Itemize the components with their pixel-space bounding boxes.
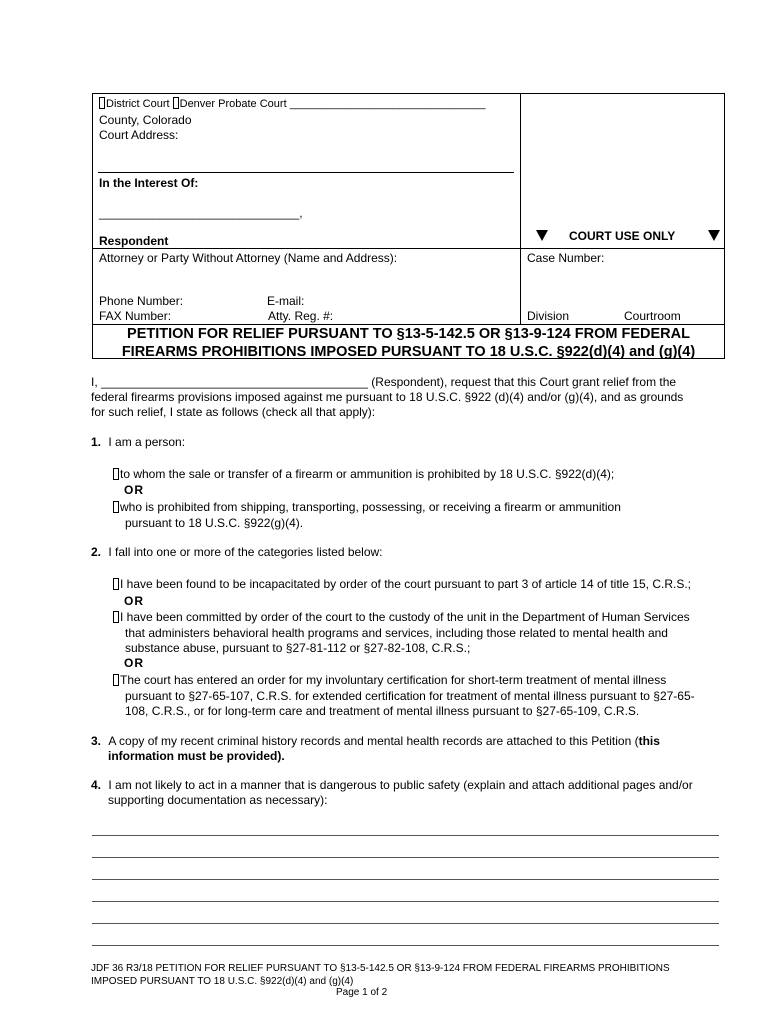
- courtroom-label: Courtroom: [624, 309, 681, 323]
- item-4-line-2: supporting documentation as necessary):: [108, 793, 328, 807]
- footer: [91, 962, 731, 988]
- title-line-1: PETITION FOR RELIEF PURSUANT TO §13-5-142.5 OR §13-9-124 FROM FEDERAL: [127, 326, 690, 342]
- respondent-name-blank[interactable]: ______________________________,: [99, 206, 303, 220]
- item-3-bold-2: information must be provided).: [108, 749, 285, 763]
- interest-of-label: In the Interest Of:: [99, 176, 199, 190]
- item-1a-checkbox[interactable]: [113, 468, 119, 480]
- answer-line[interactable]: [92, 857, 719, 858]
- phone-label: Phone Number:: [99, 294, 184, 308]
- item-2b-line-2: that administers behavioral health programs and services, including those related to mental health and: [125, 626, 668, 640]
- district-court-label: District Court: [106, 98, 170, 110]
- item-2b-checkbox[interactable]: [113, 611, 119, 623]
- item-2-text: I fall into one or more of the categories listed below:: [108, 545, 383, 559]
- court-name-blank[interactable]: ________________________________: [289, 98, 486, 110]
- court-selector: [99, 97, 485, 111]
- answer-line[interactable]: [92, 923, 719, 924]
- item-2c-line-3: 108, C.R.S., or for long-term care and treatment of mental illness pursuant to §27-65-109, C.R.S.: [125, 704, 640, 718]
- arrow-down-icon: [708, 230, 720, 241]
- item-1: [91, 435, 721, 450]
- item-1b-label: who is prohibited from shipping, transporting, possessing, or receiving a firearm or ammunition: [120, 500, 621, 514]
- item-1b-line-2: pursuant to 18 U.S.C. §922(g)(4).: [125, 516, 304, 530]
- item-1-text: I am a person:: [108, 435, 186, 449]
- item-1b-checkbox[interactable]: [113, 501, 119, 513]
- arrow-down-icon: [536, 230, 548, 241]
- item-2a-label: I have been found to be incapacitated by order of the court pursuant to part 3 of article 14 of title 15, C.R.S.;: [120, 577, 692, 591]
- item-2c-label: The court has entered an order for my involuntary certification for short-term treatment of mental illness: [120, 673, 667, 687]
- atty-reg-label: Atty. Reg. #:: [268, 309, 334, 323]
- footer-line-2: IMPOSED PURSUANT TO 18 U.S.C. §922(d)(4) and (g)(4): [91, 976, 354, 987]
- answer-line[interactable]: [92, 879, 719, 880]
- item-2-option-b: [113, 610, 690, 625]
- page-number: Page 1 of 2: [336, 987, 388, 998]
- item-3-text: A copy of my recent criminal history records and mental health records are attached to this Petition (: [108, 734, 639, 748]
- item-4: [91, 778, 721, 793]
- or-label: OR: [124, 594, 144, 608]
- item-3-number: 3.: [91, 734, 102, 748]
- intro-line-3: for such relief, I state as follows (check all that apply):: [91, 405, 376, 419]
- intro-paragraph: [91, 375, 721, 420]
- item-2-number: 2.: [91, 545, 102, 559]
- page-title: [93, 325, 724, 361]
- item-4-number: 4.: [91, 778, 102, 792]
- denver-probate-checkbox[interactable]: [173, 97, 179, 109]
- email-label: E-mail:: [267, 294, 305, 308]
- intro-line-2: federal firearms provisions imposed against me pursuant to 18 U.S.C. §922 (d)(4) and/or (g)(4), and as grounds: [91, 390, 684, 404]
- item-2-option-c: [113, 673, 666, 688]
- caption-divider: [520, 93, 521, 325]
- item-2b-label: I have been committed by order of the court to the custody of the unit in the Department of Human Services: [120, 610, 690, 624]
- district-court-checkbox[interactable]: [99, 97, 105, 109]
- attorney-label: Attorney or Party Without Attorney (Name and Address):: [99, 251, 398, 265]
- item-1a-label: to whom the sale or transfer of a firearm or ammunition is prohibited by 18 U.S.C. §922(d)(4);: [120, 467, 615, 481]
- answer-line[interactable]: [92, 945, 719, 946]
- item-2a-checkbox[interactable]: [113, 578, 119, 590]
- or-label: OR: [124, 483, 144, 497]
- fax-label: FAX Number:: [99, 309, 172, 323]
- item-2: [91, 545, 721, 560]
- division-label: Division: [527, 309, 570, 323]
- item-1-option-b: [113, 500, 621, 515]
- respondent-label: Respondent: [99, 234, 169, 248]
- caption-hline-1: [92, 248, 725, 249]
- denver-probate-label: Denver Probate Court: [179, 98, 287, 110]
- item-1-number: 1.: [91, 435, 102, 449]
- county-label: County, Colorado: [99, 113, 192, 127]
- answer-line[interactable]: [92, 835, 719, 836]
- item-2-option-a: [113, 577, 691, 592]
- court-address-label: Court Address:: [99, 128, 179, 142]
- court-use-only-label: COURT USE ONLY: [569, 229, 676, 243]
- item-2b-line-3: substance abuse, pursuant to §27-81-112 or §27-82-108, C.R.S.;: [125, 641, 471, 655]
- item-4-line-1: I am not likely to act in a manner that is dangerous to public safety (explain and attach additional pages and/or: [108, 778, 693, 792]
- item-3-bold-1: this: [638, 734, 660, 748]
- or-label: OR: [124, 656, 144, 670]
- case-number-label: Case Number:: [527, 251, 605, 265]
- footer-line-1: JDF 36 R3/18 PETITION FOR RELIEF PURSUANT TO §13-5-142.5 OR §13-9-124 FROM FEDERAL FIREARMS PROHIBITIONS: [91, 963, 670, 974]
- title-line-2: FIREARMS PROHIBITIONS IMPOSED PURSUANT TO 18 U.S.C. §922(d)(4) and (g)(4): [121, 344, 696, 360]
- address-rule: [98, 172, 514, 173]
- item-2c-line-2: pursuant to §27-65-107, C.R.S. for extended certification for treatment of mental illness pursuant to §27-65-: [125, 689, 695, 703]
- item-1-option-a: [113, 467, 614, 482]
- item-2c-checkbox[interactable]: [113, 674, 119, 686]
- item-3: [91, 734, 721, 749]
- intro-line-1[interactable]: I, ________________________________________ (Respondent), request that this Court grant relief from the: [91, 375, 677, 389]
- answer-line[interactable]: [92, 901, 719, 902]
